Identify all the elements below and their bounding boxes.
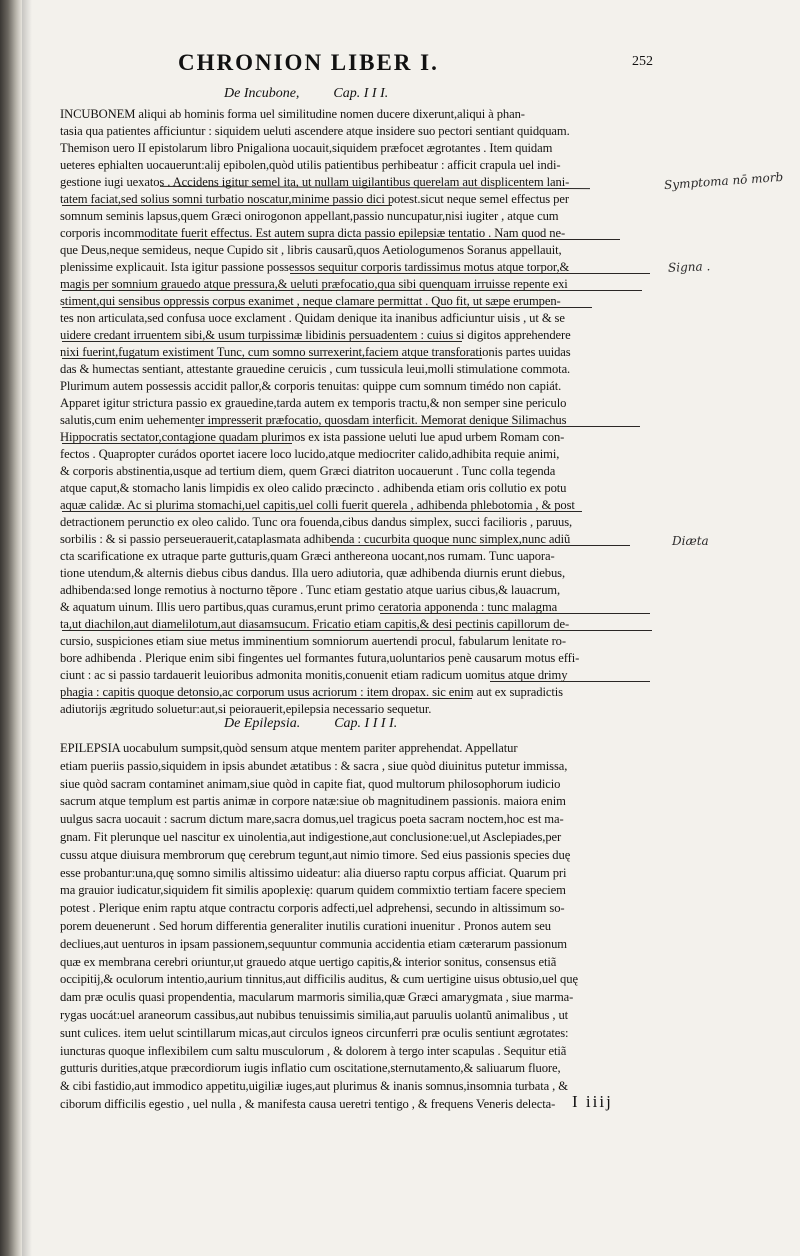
text-line: & cibi fastidio,aut immodico appetitu,uigiliæ iuges,aut plurimus & inanis somnus,insomnia turbata , & xyxy=(60,1079,568,1094)
underline-mark xyxy=(62,358,482,359)
text-line: tasia qua patientes afficiuntur : siquidem ueluti ascendere atque insidere suo pectori sentiant quidquam. xyxy=(60,124,570,138)
underline-mark xyxy=(290,273,650,274)
text-line: uulgus sacra uocauit : sacrum dictum mare,sacra domus,uel tragicus poeta sacram noctem,hoc est ma- xyxy=(60,812,564,827)
underline-mark xyxy=(62,307,592,308)
text-line: somnum seminis lapsus,quem Græci onirogonon appellant,passio nuncupatur,nisi iugiter , atque cum xyxy=(60,209,559,223)
chapter-title: De Epilepsia. xyxy=(224,716,301,731)
underline-mark xyxy=(62,698,472,699)
text-line: cussu atque diuisura membrorum quę cerebrum tegunt,aut nimio timore. Sed eius passionis species duę xyxy=(60,847,571,862)
chapter-title: De Incubone, xyxy=(224,86,300,101)
text-line: phagia : capitis quoque detonsio,ac corporum usus acriorum : item dropax. sic enim aut ex supradictis xyxy=(60,685,563,699)
underline-mark xyxy=(330,545,630,546)
text-line: ciunt : ac si passio tardauerit leuioribus admonita monitis,conuenit etiam radicum uomitus atque drimy xyxy=(60,668,568,682)
text-line: iuncturas quoque inflexibilem cum saltu musculorum , & dolorem à tergo inter scapulas . Sequitur etiã xyxy=(60,1043,567,1058)
underline-mark xyxy=(140,239,620,240)
text-line: adiutorijs ægritudo soluetur:aut,si peiorauerit,epilepsia necessario sequetur. xyxy=(60,702,432,716)
underline-mark xyxy=(380,613,650,614)
text-line: gutturis durities,atque præcordiorum iugis inflatio cum oscitatione,sternutamento,& saliuarum fluore, xyxy=(60,1061,561,1076)
text-line: corporis incommoditate fuerit effectus. Est autem supra dicta passio epilepsiæ tentatio . Nam quod ne- xyxy=(60,226,566,240)
text-line: adhibenda:sed longe remotius à nocturno tẽpore . Tunc etiam gestatio atque uarius cibus,& lauacrum, xyxy=(60,583,561,597)
text-line: ueteres ephialten uocauerunt:alij epibolen,quòd utilis patientibus perhibeatur : afficit crapula uel indi- xyxy=(60,158,561,172)
text-line: tes non articulata,sed confusa uoce exclament . Quidam denique ita inanibus adficiuntur uisis , ut & se xyxy=(60,311,565,325)
underline-mark xyxy=(62,205,392,206)
text-line: cta scarificatione ex utraque parte gutturis,quam Græci anthereona uocant,nos rumam. Tunc uapora- xyxy=(60,549,555,563)
signature-mark: I iiij xyxy=(572,1092,613,1111)
text-line: porem deuenerunt . Sed horum differentia generaliter inutilis curationi inuenitur . Pronos autem seu xyxy=(60,918,551,933)
underline-mark xyxy=(62,290,642,291)
text-line: magis per somnium grauedo atque pressura,& ueluti præfocatio,qua sibi quenquam irruisse repente exi xyxy=(60,277,568,291)
chapter-heading-epilepsia xyxy=(224,716,397,732)
margin-note-symptoma: Symptoma nō morb xyxy=(663,169,784,193)
chapter-number: Cap. I I I I. xyxy=(334,716,398,731)
spine-shadow xyxy=(22,0,32,1256)
text-line: potest . Plerique enim raptu atque contractu corporis adfecti,uel adprehensi, secundo in altissimum so- xyxy=(60,901,565,916)
text-line: siue quòd sacram contaminet animam,siue quòd in capite fiat, quod multorum philosophorum iudicio xyxy=(60,776,561,791)
text-line: ciborum difficilis egestio , uel nulla , & manifesta causa ueretri tentigo , & frequens Veneris delecta- xyxy=(60,1096,556,1111)
margin-note-diaeta: Diæta xyxy=(672,534,709,548)
text-line: ta,ut diachilon,aut diamelilotum,aut diasamsucum. Fricatio etiam capitis,& desi pectinis capillorum de- xyxy=(60,617,570,631)
text-line: sunt culices. item uelut scintillarum micas,aut circulos igneos circunferri præ oculis sentiunt ægrotates: xyxy=(60,1025,569,1040)
chapter-text-incubone xyxy=(60,106,658,718)
text-line: & aquatum uinum. Illis uero partibus,quas curamus,erunt primo ceratoria apponenda : tunc malagma xyxy=(60,600,558,614)
text-line: nixi fuerint,fugatum existiment Tunc, cum somno surrexerint,faciem atque transforationis partes uuidas xyxy=(60,345,571,359)
text-line: stiment,qui sensibus oppressis corpus exanimet , neque clamare permittat . Quo fit, ut sæpe erumpen- xyxy=(60,294,561,308)
text-line: EPILEPSIA uocabulum sumpsit,quòd sensum atque mentem pariter apprehendat. Appellatur xyxy=(60,741,518,755)
underline-mark xyxy=(62,511,582,512)
text-line: aquæ calidæ. Ac si plurima stomachi,uel capitis,uel colli fuerit querela , adhibenda phlebotomia , & post xyxy=(60,498,575,512)
text-line: etiam pueriis passio,siquidem in ipsis abundet ætatibus : & sacra , siue quòd diuinitus putetur immissa, xyxy=(60,758,568,773)
text-line: detractionem perunctio ex oleo calido. Tunc ora fouenda,cibus dandus simplex, succi facilioris , paruus, xyxy=(60,515,573,529)
text-line: occipitij,& oculorum intentio,aurium tinnitus,aut difficilis auditus, & cum uertigine uisus obtusio,uel quę xyxy=(60,972,578,987)
text-line: Themison uero II epistolarum libro Pnigaliona uocauit,siquidem præfocet ægrotantes . Item quidam xyxy=(60,141,553,155)
text-line: sorbilis : & si passio perseuerauerit,cataplasmata adhibenda : cucurbita quoque nunc simplex,nunc adiũ xyxy=(60,532,571,546)
text-line: atque caput,& stomacho lanis limpidis ex oleo calido præcincto . adhibenda etiam oris collutio ex potu xyxy=(60,481,567,495)
text-line: decliues,aut uenturos in ipsam passionem,sequuntur communia accidentia etiam cæterarum passionum xyxy=(60,936,567,951)
underline-mark xyxy=(490,681,650,682)
text-line: uidere credant irruentem sibi,& usum turpissimæ libidinis persuadentem : cuius si digitos apprehendere xyxy=(60,328,571,342)
text-line: gestione iugi uexatos . Accidens igitur semel ita, ut nullam uigilantibus querelam aut displicentem lani- xyxy=(60,175,570,189)
text-line: Apparet igitur strictura passio ex grauedine,tarda autem ex temporis tractu,& non semper sine periculo xyxy=(60,396,567,410)
underline-mark xyxy=(62,630,652,631)
chapter-number: Cap. I I I. xyxy=(333,86,389,101)
text-line: plenissime explicauit. Ista igitur passione possessos sequitur corporis tardissimus motus atque torpor,& xyxy=(60,260,570,274)
chapter-heading-incubone xyxy=(224,86,388,102)
text-line: das & humectas sentiant, attestante grauedine ceruicis , cum tussicula leui,molli stimulatione commota. xyxy=(60,362,571,376)
margin-note-signa: Signa . xyxy=(667,259,711,275)
underline-mark xyxy=(62,443,292,444)
show-through-text xyxy=(645,0,800,720)
text-line: bore adhibenda . Plerique enim sibi fingentes uel formantes futura,uoluntarios penè causarum motus effi- xyxy=(60,651,580,665)
text-line: Hippocratis sectator,contagione quadam plurimos ex ista passione ueluti lue apud urbem Romam con- xyxy=(60,430,565,444)
text-line: quæ ex membrana cerebri oriuntur,ut grauedo atque uertigo capitis,& interior sonitus, consensus etiã xyxy=(60,954,557,969)
running-head: CHRONION LIBER I. xyxy=(178,50,439,75)
text-line: Plurimum autem possessis accidit pallor,& corporis tenuitas: quippe cum somnum timédo non capiát. xyxy=(60,379,562,393)
underline-mark xyxy=(62,341,462,342)
text-line: ma grauior iudicatur,siquidem fit similis apoplexię: quarum quidem commixtio tertiam facere speciem xyxy=(60,883,566,898)
text-line: gnam. Fit plerunque uel nascitur ex uinolentia,aut indigestione,aut conclusione:uel,ut Asclepiades,per xyxy=(60,829,562,844)
book-gutter xyxy=(0,0,22,1256)
underline-mark xyxy=(195,426,640,427)
text-line: cursio, suspiciones etiam siue metus imminentium somniorum auertendi procul, fabularum lenitate ro- xyxy=(60,634,566,648)
text-line: que Deus,neque semideus, neque Cupido sit , libris causarũ,quos Aetiologumenos Soranus appellauit, xyxy=(60,243,562,257)
chapter-text-epilepsia xyxy=(60,740,658,1114)
text-line: sacrum atque templum est partis animæ in corpore natæ:siue ob magnitudinem passionis. maiora enim xyxy=(60,794,566,809)
text-line: rygas uocát:uel araneorum cassibus,aut nubibus tenuissimis similia,aut paruulis uolantũ animalibus , ut xyxy=(60,1007,569,1022)
text-line: dam præ oculis quasi propendentia, macularum marmoris similia,quæ Græci amarygmata , siue marma- xyxy=(60,990,574,1005)
text-line: tione utendum,& alternis diebus cibus dandus. Illa uero adiutoria, quæ adhibenda diurnis erunt diebus, xyxy=(60,566,565,580)
text-line: fectos . Quapropter curádos oportet iacere loco lucido,atque mediocriter calido,adhibita requie animi, xyxy=(60,447,560,461)
text-line: & corporis abstinentia,usque ad tertium diem, quem Græci diatriton uocauerunt . Tunc colla tegenda xyxy=(60,464,556,478)
text-line: esse probantur:una,quę somno similis altissimo uideatur: alia diuerso raptu corpus afficiat. Quarum pri xyxy=(60,865,567,880)
text-line: salutis,cum enim uehementer impresserit præfocatio, quosdam interficit. Memorat denique Silimachus xyxy=(60,413,567,427)
text-line: INCUBONEM aliqui ab hominis forma uel similitudine nomen ducere dixerunt,aliqui à phan- xyxy=(60,107,525,121)
text-line: tatem faciat,sed solius somni turbatio noscatur,minime passio dici potest.sicut neque semel effectus per xyxy=(60,192,569,206)
page-number: 252 xyxy=(632,54,653,69)
